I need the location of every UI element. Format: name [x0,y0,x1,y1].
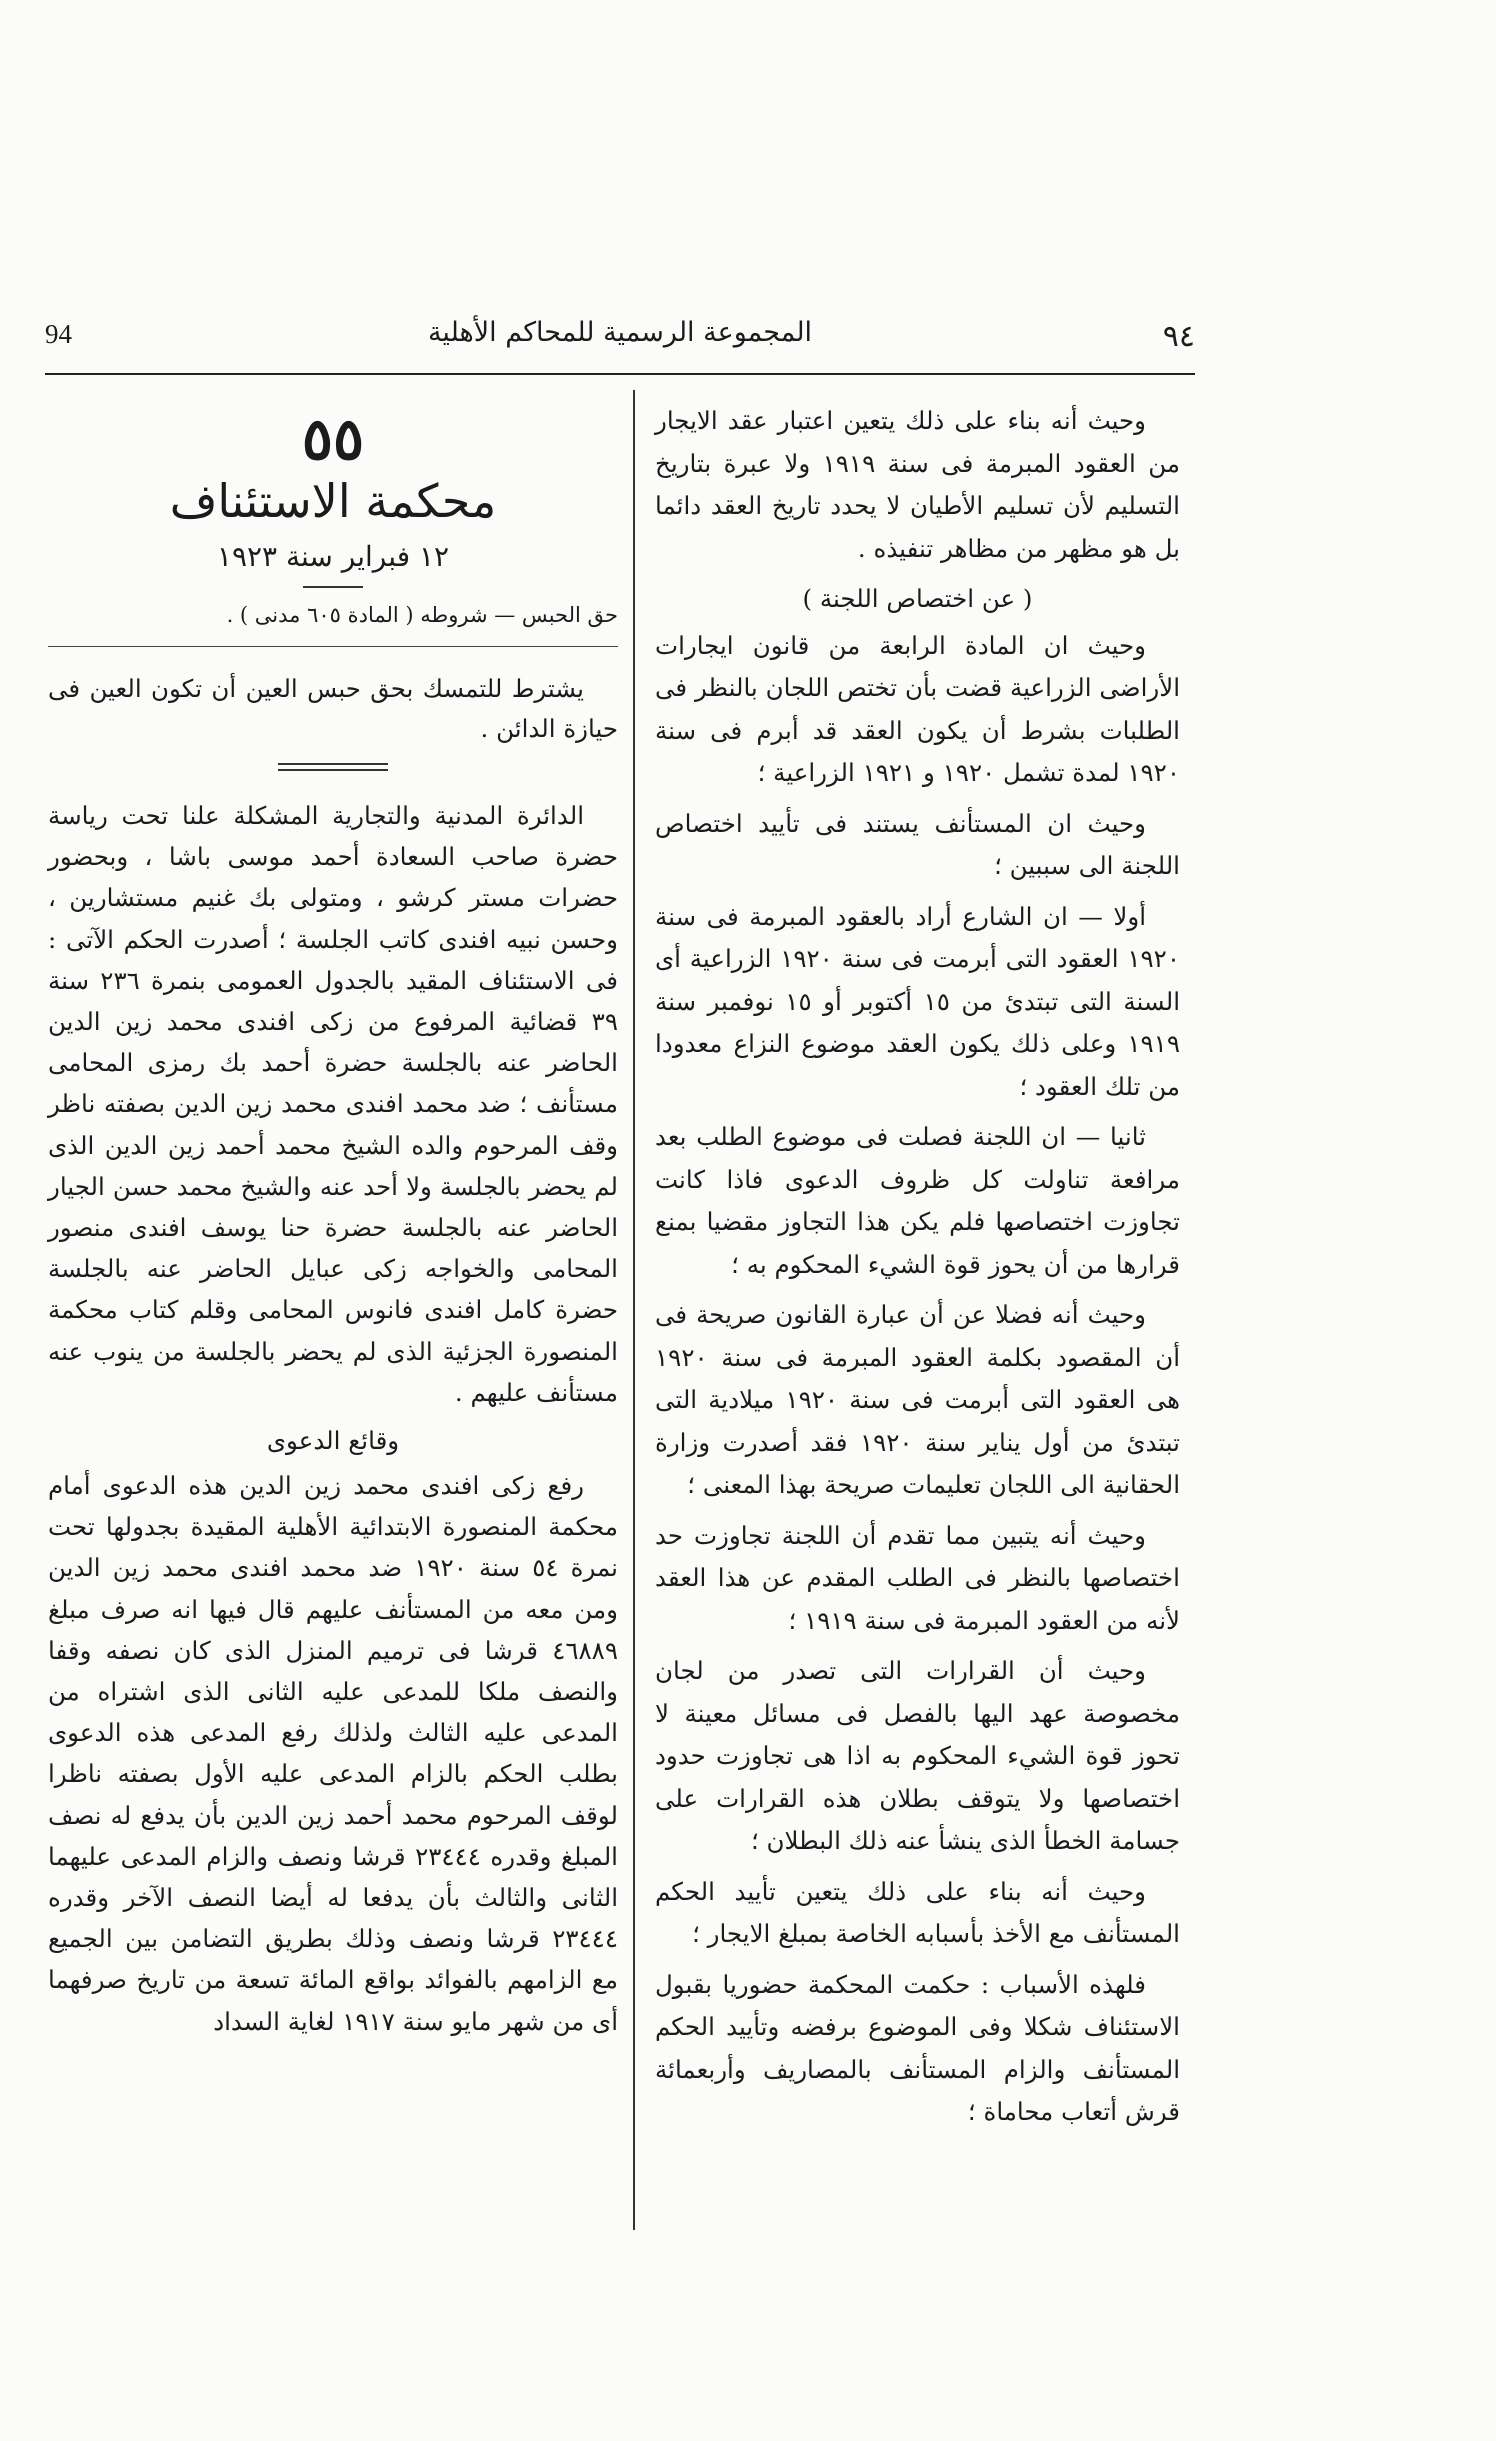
paragraph: وحيث أنه يتبين مما تقدم أن اللجنة تجاوزت حد اختصاصها بالنظر فى الطلب المقدم عن هذا العقد لأنه من العقود المبرمة فى سنة ١٩١٩ ؛ [655,1520,1180,1635]
column-divider [633,390,635,2230]
date-rule [303,586,363,588]
paragraph: ثانيا — ان اللجنة فصلت فى موضوع الطلب بعد مرافعة تناولت كل ظروف الدعوى فاذا كانت تجاوزت اختصاصها فلم يكن هذا التجاوز مقضيا بمنع قرارها من أن يحوز قوة الشيء المحكوم به ؛ [655,1122,1180,1279]
paragraph: وحيث أن القرارات التى تصدر من لجان مخصوصة عهد اليها بالفصل فى مسائل معينة لا تحوز قوة الشيء المحكوم به اذا هى تجاوزت حدود اختصاصها ولا يتوقف بطلان هذه القرارات على جسامة الخطأ الذى ينشأ عنه ذلك البطلان ؛ [655,1656,1180,1855]
header-rule [45,373,1195,375]
page-number-latin: 94 [45,319,72,349]
case-date: ١٢ فبراير سنة ١٩٢٣ [216,540,450,573]
paragraph: وحيث ان المستأنف يستند فى تأييد اختصاص اللجنة الى سببين ؛ [655,808,1180,880]
right-column [655,400,1180,2142]
paragraph: أولا — ان الشارع أراد بالعقود المبرمة فى سنة ١٩٢٠ العقود التى أبرمت فى سنة ١٩٢٠ الزراعية أى السنة التى تبتدئ من ١٥ أكتوبر أو ١٥ نوفمبر سنة ١٩١٩ وعلى ذلك يكون العقد موضوع النزاع معدودا من تلك العقود ؛ [655,901,1180,1101]
paragraph: وحيث أنه بناء على ذلك يتعين تأييد الحكم المستأنف مع الأخذ بأسبابه الخاصة بمبلغ الايجار ؛ [655,1876,1180,1948]
headnote-double-rule [278,763,388,771]
page-header [45,313,1195,361]
keywords-rule [48,646,618,647]
left-column [48,400,618,2050]
running-title: المجموعة الرسمية للمحاكم الأهلية [427,317,813,348]
page-number-arabic: ٩٤ [1162,319,1195,354]
paragraph: وحيث أنه فضلا عن أن عبارة القانون صريحة فى أن المقصود بكلمة العقود المبرمة فى سنة ١٩٢٠ هى العقود التى أبرمت فى سنة ١٩٢٠ ميلادية التى تبتدئ من أول يناير سنة ١٩٢٠ فقد أصدرت وزارة الحقانية الى اللجان تعليمات صريحة بهذا المعنى ؛ [655,1300,1180,1499]
case-number: ٥٥ [301,405,365,473]
ruling-paragraph: فلهذه الأسباب : حكمت المحكمة حضوريا بقبول الاستئناف شكلا وفى الموضوع برفضه وتأييد الحكم المستأنف والزام المستأنف بالمصاريف وأربعمائة قرش أتعاب محاماة ؛ [655,1969,1180,2126]
section-subheading: وقائع الدعوى [266,1426,400,1456]
court-name: محكمة الاستئناف [169,474,497,528]
paragraph: وحيث ان المادة الرابعة من قانون ايجارات الأراضى الزراعية قضت بأن تختص اللجان بالنظر فى الطلبات بشرط أن يكون العقد قد أبرم فى سنة ١٩٢٠ لمدة تشمل ١٩٢٠ و ١٩٢١ الزراعية ؛ [655,630,1180,787]
keywords-line: حق الحبس — شروطه ( المادة ٦٠٥ مدنى ) . [226,603,618,627]
headnote: يشترط للتمسك بحق حبس العين أن تكون العين فى حيازة الدائن . [48,674,618,743]
paragraph: الدائرة المدنية والتجارية المشكلة علنا تحت رياسة حضرة صاحب السعادة أحمد موسى باشا ، وبحضور حضرات مستر كرشو ، ومتولى بك غنيم مستشارين ، وحسن نبيه افندى كاتب الجلسة ؛ أصدرت الحكم الآتى : فى الاستئناف المقيد بالجدول العمومى بنمرة ٢٣٦ سنة ٣٩ قضائية المرفوع من زكى افندى محمد زين الدين الحاضر عنه بالجلسة حضرة أحمد بك رمزى المحامى مستأنف ؛ ضد محمد افندى محمد زين الدين بصفته ناظر وقف المرحوم والده الشيخ محمد أحمد زين الدين الذى لم يحضر بالجلسة ولا أحد عنه والشيخ محمد حسن الجيار الحاضر عنه بالجلسة حضرة حنا يوسف افندى منصور المحامى والخواجه زكى عبايل الحاضر عنه بالجلسة حضرة كامل افندى فانوس المحامى وقلم كتاب محكمة المنصورة الجزئية الذى لم يحضر بالجلسة من ينوب عنه مستأنف عليهم . [48,801,618,1407]
paragraph: رفع زكى افندى محمد زين الدين هذه الدعوى أمام محكمة المنصورة الابتدائية الأهلية المقيدة بجدولها تحت نمرة ٥٤ سنة ١٩٢٠ ضد محمد افندى محمد زين الدين ومن معه من المستأنف عليهم قال فيها انه صرف مبلغ ٤٦٨٨٩ قرشا فى ترميم المنزل الذى كان نصفه وقفا والنصف ملكا للمدعى عليه الثانى الذى اشتراه من المدعى عليه الثالث ولذلك رفع المدعى هذه الدعوى بطلب الحكم بالزام المدعى عليه الأول بصفته ناظرا لوقف المرحوم محمد أحمد زين الدين بأن يدفع له نصف المبلغ وقدره ٢٣٤٤٤ قرشا ونصف والزام المدعى عليهما الثانى والثالث بأن يدفعا له أيضا النصف الآخر وقدره ٢٣٤٤٤ قرشا ونصف وذلك بطريق التضامن بين الجميع مع الزامهم بالفوائد بواقع المائة تسعة من تاريخ صرفهما أى من شهر مايو سنة ١٩١٧ لغاية السداد [48,1471,618,2036]
section-subheading: ( عن اختصاص اللجنة ) [802,584,1033,613]
paragraph: وحيث أنه بناء على ذلك يتعين اعتبار عقد الايجار من العقود المبرمة فى سنة ١٩١٩ ولا عبرة بتاريخ التسليم لأن تسليم الأطيان لا يحدد تاريخ العقد دائما بل هو مظهر من مظاهر تنفيذه . [655,406,1180,563]
